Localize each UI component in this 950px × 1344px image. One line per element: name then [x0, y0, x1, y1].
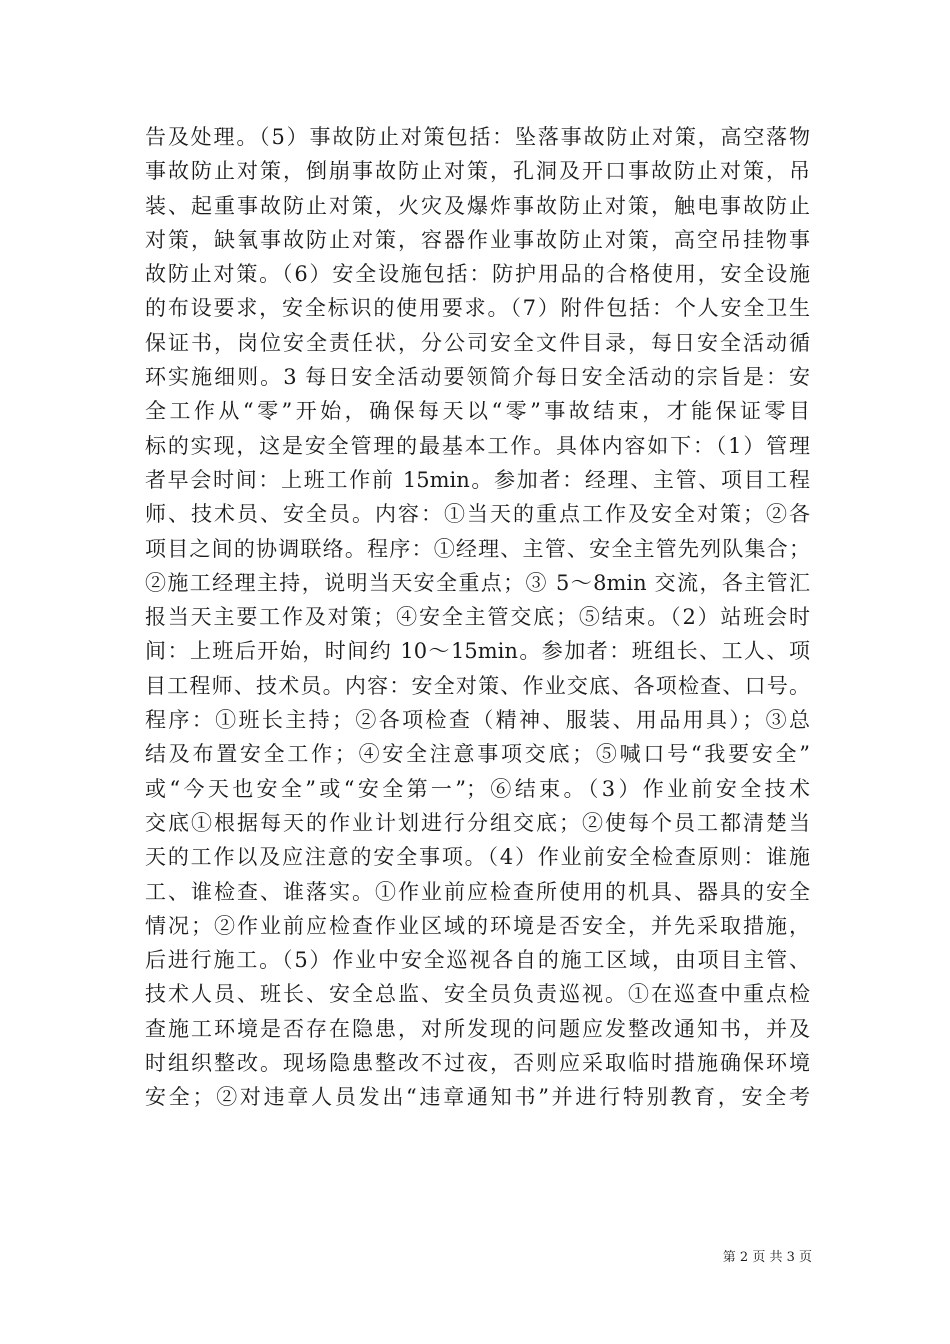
text-line-16: 间：上班后开始，时间约 10～15min。参加者：班组长、工人、项 — [145, 639, 810, 664]
text-line-25: 后进行施工。（5）作业中安全巡视各自的施工区域，由项目主管、 — [145, 948, 810, 973]
text-line-11: 者早会时间：上班工作前 15min。参加者：经理、主管、项目工程 — [145, 467, 810, 492]
text-line-15: 报当天主要工作及对策；④安全主管交底；⑤结束。（2）站班会时 — [145, 605, 810, 630]
body-text — [145, 120, 810, 1115]
text-line-8: 环实施细则。3 每日安全活动要领简介每日安全活动的宗旨是：安 — [145, 365, 810, 390]
text-line-1: 告及处理。（5）事故防止对策包括：坠落事故防止对策，高空落物 — [145, 125, 810, 149]
text-line-9: 全工作从“零”开始，确保每天以“零”事故结束，才能保证零目 — [145, 399, 810, 424]
text-line-26: 技术人员、班长、安全总监、安全员负责巡视。①在巡查中重点检 — [145, 982, 810, 1007]
text-line-18: 程序：①班长主持；②各项检查（精神、服装、用品用具）；③总 — [145, 708, 810, 733]
text-line-20: 或“今天也安全”或“安全第一”；⑥结束。（3）作业前安全技术 — [145, 776, 810, 801]
text-line-17: 目工程师、技术员。内容：安全对策、作业交底、各项检查、口号。 — [145, 673, 810, 698]
text-line-6: 的布设要求，安全标识的使用要求。（7）附件包括：个人安全卫生 — [145, 296, 810, 321]
text-line-28: 时组织整改。现场隐患整改不过夜，否则应采取临时措施确保环境 — [145, 1051, 810, 1076]
text-line-24: 情况；②作业前应检查作业区域的环境是否安全，并先采取措施， — [145, 913, 810, 938]
text-line-22: 天的工作以及应注意的安全事项。（4）作业前安全检查原则：谁施 — [145, 845, 810, 870]
text-line-5: 故防止对策。（6）安全设施包括：防护用品的合格使用，安全设施 — [145, 262, 810, 287]
text-line-13: 项目之间的协调联络。程序：①经理、主管、安全主管先列队集合； — [145, 536, 810, 561]
text-line-14: ②施工经理主持，说明当天安全重点；③ 5～8min 交流，各主管汇 — [145, 570, 810, 595]
text-line-2: 事故防止对策，倒崩事故防止对策，孔洞及开口事故防止对策，吊 — [145, 159, 810, 184]
text-line-27: 查施工环境是否存在隐患，对所发现的问题应发整改通知书，并及 — [145, 1016, 810, 1041]
text-line-23: 工、谁检查、谁落实。①作业前应检查所使用的机具、器具的安全 — [145, 879, 810, 904]
text-line-10: 标的实现，这是安全管理的最基本工作。具体内容如下：（1）管理 — [145, 433, 810, 458]
text-line-3: 装、起重事故防止对策，火灾及爆炸事故防止对策，触电事故防止 — [145, 193, 810, 218]
text-line-21: 交底①根据每天的作业计划进行分组交底；②使每个员工都清楚当 — [145, 810, 810, 835]
page-number: 第 2 页 共 3 页 — [722, 1250, 812, 1265]
text-line-7: 保证书，岗位安全责任状，分公司安全文件目录，每日安全活动循 — [145, 330, 810, 355]
text-line-12: 师、技术员、安全员。内容：①当天的重点工作及安全对策；②各 — [145, 502, 810, 527]
text-line-4: 对策，缺氧事故防止对策，容器作业事故防止对策，高空吊挂物事 — [145, 227, 810, 252]
text-line-29: 安全；②对违章人员发出“违章通知书”并进行特别教育，安全考 — [145, 1085, 810, 1110]
text-line-19: 结及布置安全工作；④安全注意事项交底；⑤喊口号“我要安全” — [145, 742, 810, 767]
